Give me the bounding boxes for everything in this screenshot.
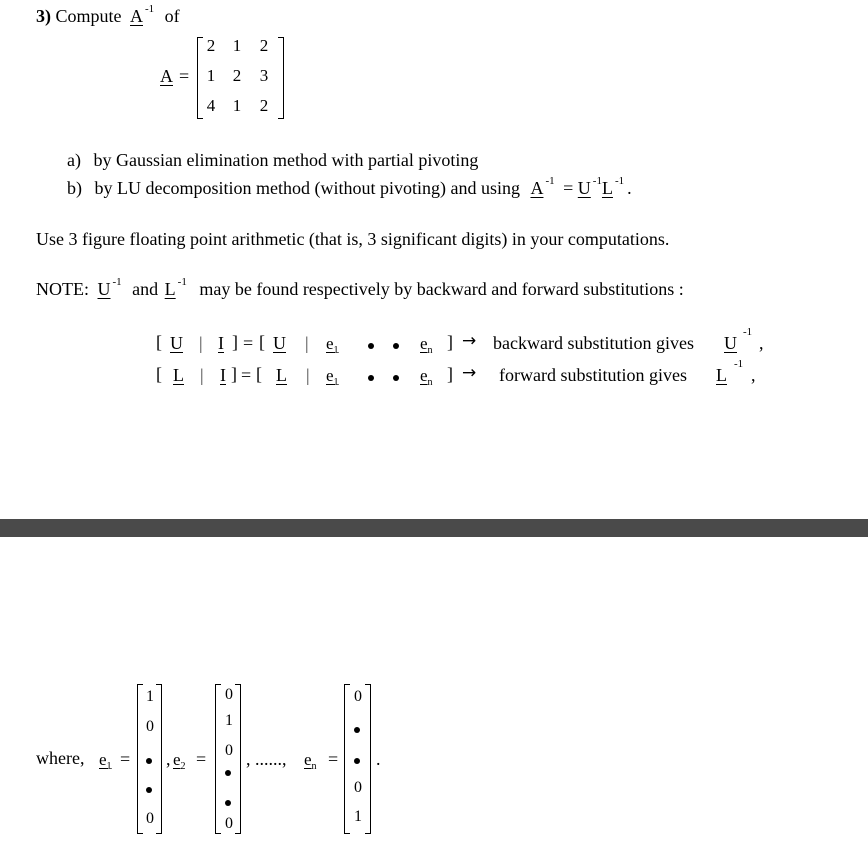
matrix-cell: 1	[232, 36, 242, 55]
matrix-equals: =	[179, 66, 190, 86]
divider: |	[306, 365, 310, 385]
vector-cell: 1	[354, 808, 362, 825]
where-label: where,	[36, 748, 85, 768]
subst-matrix: L	[173, 365, 184, 385]
note-prefix: NOTE:	[36, 279, 89, 299]
formula-l: L	[601, 178, 613, 198]
inverse-exponent: -1	[145, 3, 155, 15]
subst-matrix-2: U	[273, 333, 286, 353]
formula-equals: =	[563, 178, 574, 198]
subst-text: backward substitution gives	[493, 333, 694, 353]
matrix-cell: 2	[259, 36, 269, 55]
vector-dot	[146, 758, 152, 764]
ellipsis: , ......,	[246, 749, 287, 769]
part-a	[67, 150, 478, 171]
matrix-cell: 2	[259, 96, 269, 115]
close-bracket: ]	[231, 364, 237, 384]
note-and: and	[132, 279, 159, 299]
en-symbol: $e_n$	[304, 750, 317, 772]
note-l-inv: -1	[177, 276, 187, 288]
part-text: by Gaussian elimination method with partial pivoting	[93, 150, 479, 170]
compute-word: Compute	[55, 6, 122, 26]
comma: ,	[166, 749, 171, 769]
matrix-cell: 1	[232, 96, 242, 115]
vector-cell: 0	[225, 686, 233, 703]
vector-cell: 0	[354, 688, 362, 705]
ellipsis-dot	[393, 343, 399, 349]
equals: =	[196, 749, 207, 769]
formula-period: .	[627, 178, 632, 198]
close-bracket: ]	[447, 364, 453, 384]
open-bracket: [	[156, 364, 162, 384]
vector-cell: 0	[225, 815, 233, 832]
subst-matrix-2: L	[276, 365, 287, 385]
open-bracket: [	[259, 332, 265, 352]
matrix-label: A	[160, 66, 173, 86]
right-bracket	[278, 37, 284, 119]
ellipsis-dot	[368, 343, 374, 349]
part-text: by LU decomposition method (without pivoting) and using	[94, 178, 520, 198]
vector-cell: 1	[146, 688, 154, 705]
divider: |	[305, 333, 309, 353]
subst-result: U	[724, 333, 737, 353]
vector-cell: 1	[225, 712, 233, 729]
comma: ,	[759, 333, 764, 353]
vector-dot	[354, 727, 360, 733]
equals: =	[241, 365, 252, 385]
formula-l-inv: -1	[614, 175, 625, 187]
of-word: of	[164, 6, 180, 26]
open-bracket: [	[256, 364, 262, 384]
use-note: Use 3 figure floating point arithmetic (that is, 3 significant digits) in your computations.	[36, 229, 670, 249]
formula-u: U	[577, 178, 591, 198]
note-u: U	[97, 279, 111, 299]
vector-cell: 0	[354, 779, 362, 796]
close-bracket: ]	[232, 332, 238, 352]
subst-identity: I	[218, 333, 224, 353]
note-rest: may be found respectively by backward and forward substitutions :	[199, 279, 684, 299]
e-vector-n: $e_n$	[420, 334, 433, 356]
vector-dot	[225, 770, 231, 776]
arrow-icon: →	[462, 331, 477, 351]
note-u-inv: -1	[112, 276, 122, 288]
e1-symbol: $e_1$	[99, 750, 112, 772]
close-bracket: ]	[447, 332, 453, 352]
matrix-cell: 3	[259, 66, 269, 85]
vector-dot	[225, 800, 231, 806]
part-letter: b)	[67, 178, 82, 198]
period: .	[376, 749, 381, 769]
formula-a-inv: -1	[545, 175, 555, 187]
e-vector-n: $e_n$	[420, 366, 433, 388]
subst-identity: I	[220, 365, 226, 385]
arrow-icon: →	[462, 363, 477, 383]
matrix-a-symbol: A	[130, 6, 143, 26]
note-l: L	[164, 279, 176, 299]
matrix-cell: 1	[206, 66, 216, 85]
equals: =	[120, 749, 131, 769]
ellipsis-dot	[368, 375, 374, 381]
formula-u-inv: -1	[592, 175, 602, 187]
e-vector: $e_1$	[326, 334, 339, 356]
formula-a: A	[530, 178, 544, 198]
page-separator	[0, 519, 868, 537]
divider: |	[200, 365, 204, 385]
part-b	[67, 175, 632, 199]
part-letter: a)	[67, 150, 81, 170]
problem-title	[36, 3, 180, 27]
vector-dot	[146, 787, 152, 793]
note-line	[36, 276, 684, 300]
divider: |	[199, 333, 203, 353]
subst-result: L	[716, 365, 727, 385]
equals: =	[243, 333, 254, 353]
problem-number: 3)	[36, 6, 51, 26]
subst-result-inv: -1	[734, 358, 744, 370]
subst-matrix: U	[170, 333, 183, 353]
open-bracket: [	[156, 332, 162, 352]
vector-cell: 0	[146, 810, 154, 827]
equals: =	[328, 749, 339, 769]
comma: ,	[751, 365, 756, 385]
e2-symbol: $e_2$	[173, 750, 186, 772]
matrix-cell: 4	[206, 96, 216, 115]
vector-cell: 0	[146, 718, 154, 735]
e-vector: $e_1$	[326, 366, 339, 388]
ellipsis-dot	[393, 375, 399, 381]
vector-cell: 0	[225, 742, 233, 759]
matrix-cell: 2	[232, 66, 242, 85]
subst-text: forward substitution gives	[499, 365, 687, 385]
matrix-cell: 2	[206, 36, 216, 55]
vector-dot	[354, 758, 360, 764]
subst-result-inv: -1	[743, 326, 753, 338]
